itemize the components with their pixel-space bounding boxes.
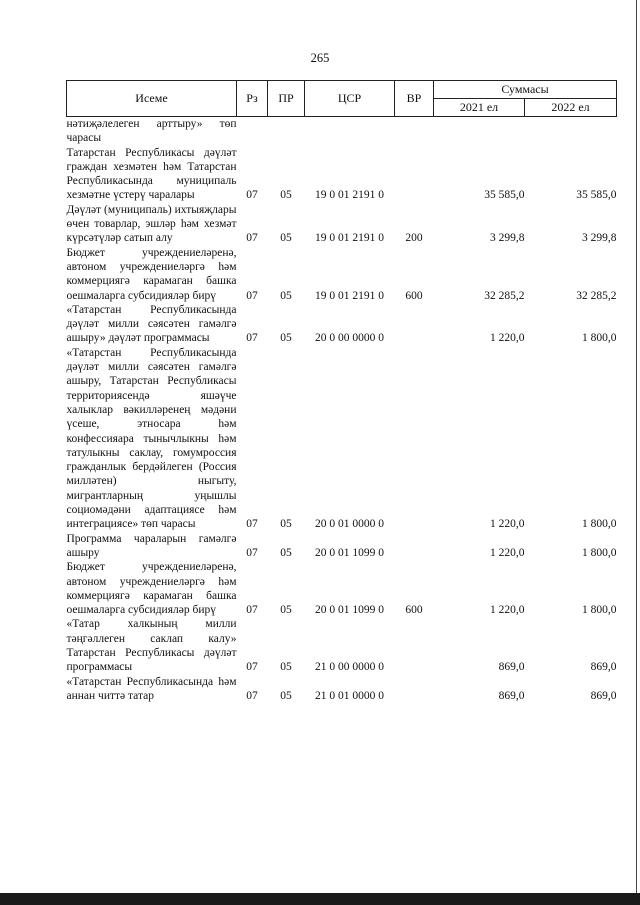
row-rz: 07 <box>246 189 258 202</box>
row-rz: 07 <box>246 546 258 559</box>
table-row <box>67 246 617 303</box>
row-vr <box>395 117 434 146</box>
row-rz: 07 <box>246 232 258 245</box>
row-vr <box>395 617 434 674</box>
table-row <box>67 146 617 203</box>
row-name: нәтиҗәлелеген арттыру» төп чарасы <box>66 118 237 145</box>
row-sum-2022: 32 285,2 <box>576 289 617 302</box>
row-sum-2022: 1 800,0 <box>582 546 617 559</box>
row-sum-2021: 869,0 <box>498 661 525 674</box>
row-sum-2021: 3 299,8 <box>490 232 525 245</box>
row-sum-2022: 35 585,0 <box>576 189 617 202</box>
row-sum-2021: 35 585,0 <box>484 189 525 202</box>
row-name: Бюджет учреждениеләренә, автоном учреждениеләргә һәм коммерциягә карамаган башка оешмаларга субсидияләр бирү <box>66 561 237 617</box>
header-year-2022: 2022 ел <box>525 99 617 117</box>
row-rz: 07 <box>246 661 258 674</box>
row-pr <box>268 117 305 146</box>
row-sum-2021: 1 220,0 <box>490 604 525 617</box>
row-rz: 07 <box>246 332 258 345</box>
page-edge-line <box>636 0 637 895</box>
row-name: «Татар халкының милли тәңгәллеген саклап калу» Татарстан Республикасы дәүләт программасы <box>66 618 237 674</box>
table-row <box>67 346 617 532</box>
row-sum-2021: 1 220,0 <box>490 546 525 559</box>
row-rz <box>237 117 268 146</box>
row-pr: 05 <box>280 332 292 345</box>
row-vr <box>395 346 434 532</box>
row-sum-2021: 32 285,2 <box>484 289 525 302</box>
page-number: 265 <box>310 51 330 65</box>
table-row <box>67 303 617 346</box>
row-pr: 05 <box>280 546 292 559</box>
row-sum-2022 <box>525 117 617 146</box>
table-row <box>67 560 617 617</box>
table-row <box>67 532 617 561</box>
row-pr: 05 <box>280 518 292 531</box>
row-csr: 19 0 01 2191 0 <box>315 189 384 202</box>
row-sum-2021: 869,0 <box>498 689 525 702</box>
row-sum-2022: 1 800,0 <box>582 518 617 531</box>
header-rz: Рз <box>237 81 268 117</box>
budget-table <box>66 80 617 703</box>
row-csr: 20 0 01 1099 0 <box>315 546 384 559</box>
row-sum-2022: 1 800,0 <box>582 604 617 617</box>
row-name: Татарстан Республикасы дәүләт граждан хезмәтен һәм Татарстан Республикасында муниципаль хезмәтне үстерү чаралары <box>66 146 237 202</box>
row-pr: 05 <box>280 689 292 702</box>
row-vr <box>395 675 434 704</box>
row-sum-2022: 869,0 <box>590 661 617 674</box>
row-sum-2022: 1 800,0 <box>582 332 617 345</box>
row-vr <box>395 146 434 203</box>
header-pr: ПР <box>268 81 305 117</box>
scan-bottom-border <box>0 893 640 905</box>
row-name: «Татарстан Республикасында һәм аннан читтә татар <box>66 675 237 702</box>
table-row <box>67 117 617 146</box>
row-csr: 20 0 01 1099 0 <box>315 604 384 617</box>
row-csr: 20 0 00 0000 0 <box>315 332 384 345</box>
row-csr: 21 0 01 0000 0 <box>315 689 384 702</box>
table-body <box>67 117 617 704</box>
header-year-2021: 2021 ел <box>434 99 525 117</box>
row-sum-2022: 3 299,8 <box>582 232 617 245</box>
row-csr: 19 0 01 2191 0 <box>315 289 384 302</box>
row-vr: 200 <box>405 232 423 245</box>
row-sum-2021: 1 220,0 <box>490 518 525 531</box>
row-name: Бюджет учреждениеләренә, автоном учреждениеләргә һәм коммерциягә карамаган башка оешмаларга субсидияләр бирү <box>66 246 237 302</box>
row-csr <box>305 117 395 146</box>
header-name: Исеме <box>67 81 237 117</box>
row-csr: 20 0 01 0000 0 <box>315 518 384 531</box>
row-sum-2022: 869,0 <box>590 689 617 702</box>
table-header <box>67 81 617 117</box>
row-pr: 05 <box>280 232 292 245</box>
header-sums: Суммасы <box>434 81 617 99</box>
row-pr: 05 <box>280 289 292 302</box>
row-name: Программа чараларын гамәлгә ашыру <box>66 532 237 559</box>
header-vr: ВР <box>395 81 434 117</box>
row-vr: 600 <box>405 289 423 302</box>
row-rz: 07 <box>246 604 258 617</box>
row-name: «Татарстан Республикасында дәүләт милли сәясәтен гамәлгә ашыру, Татарстан Республикасы территориясендә яшәүче халыклар вәкилләренең мәдәни үсеше, этносара һәм конфессияара тынычлыкны һәм татулыкны саклау, гомумроссия гражданлык бердәйлеген (Россия милләтен) ныгыту, мигрантларның уңышлы социомәдәни адаптациясе һәм интеграциясе» төп чарасы <box>66 346 237 531</box>
row-vr: 600 <box>405 604 423 617</box>
table-row <box>67 675 617 704</box>
row-rz: 07 <box>246 689 258 702</box>
row-csr: 21 0 00 0000 0 <box>315 661 384 674</box>
row-vr <box>395 532 434 561</box>
table-row <box>67 203 617 246</box>
row-rz: 07 <box>246 289 258 302</box>
header-csr: ЦСР <box>305 81 395 117</box>
row-pr: 05 <box>280 661 292 674</box>
row-sum-2021: 1 220,0 <box>490 332 525 345</box>
row-sum-2021 <box>434 117 525 146</box>
row-pr: 05 <box>280 189 292 202</box>
row-rz: 07 <box>246 518 258 531</box>
row-csr: 19 0 01 2191 0 <box>315 232 384 245</box>
row-name: «Татарстан Республикасында дәүләт милли сәясәтен гамәлгә ашыру» дәүләт программасы <box>66 303 237 345</box>
row-name: Дәүләт (муниципаль) ихтыяҗлары өчен товарлар, эшләр һәм хезмәт күрсәтүләр сатып алу <box>66 203 237 245</box>
row-vr <box>395 303 434 346</box>
row-pr: 05 <box>280 604 292 617</box>
table-row <box>67 617 617 674</box>
